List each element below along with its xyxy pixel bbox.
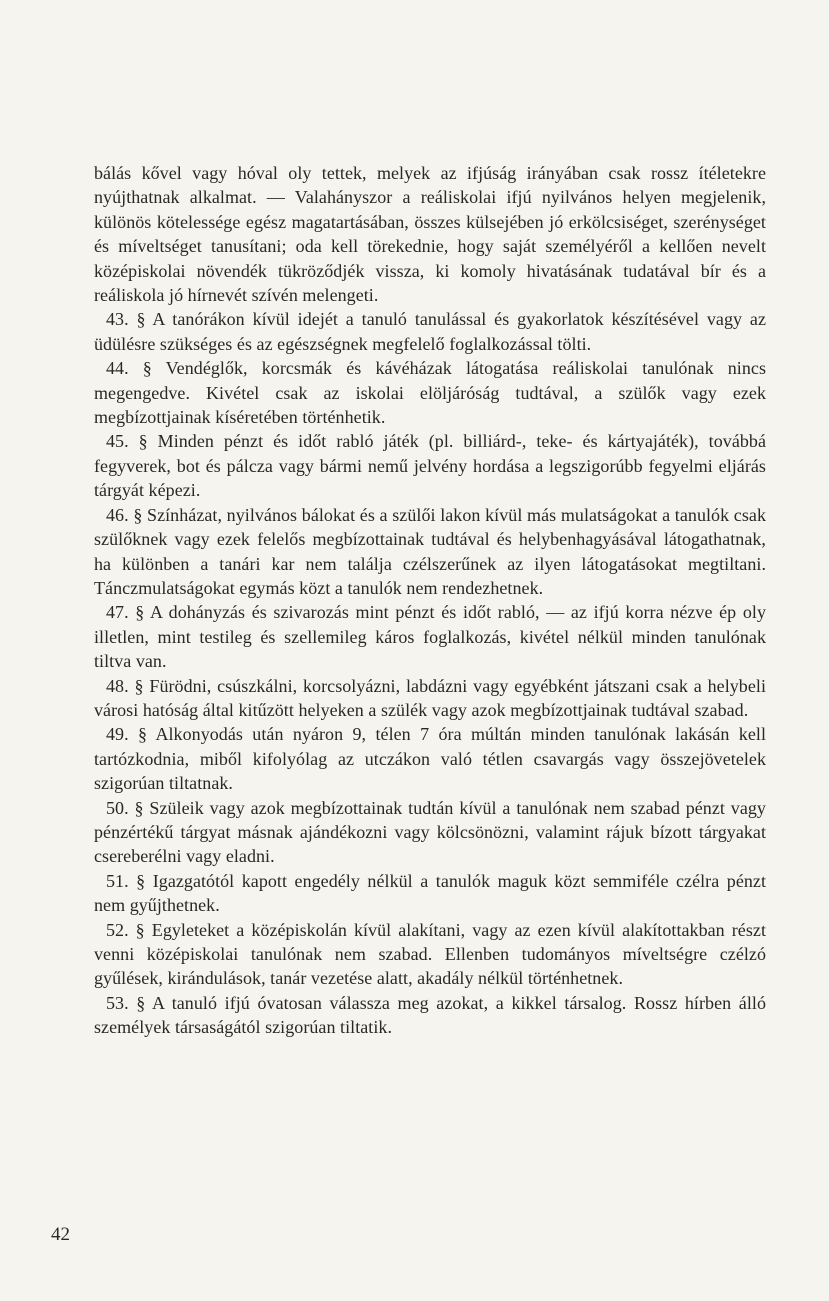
paragraph-section-47: 47. § A dohányzás és szivarozás mint pénzt és időt rabló, — az ifjú korra nézve ép oly illetlen, mint testileg és szellemileg káros foglalkozás, kivétel nélkül minden tanulónak tiltva van. <box>94 602 766 672</box>
paragraph-section-43: 43. § A tanórákon kívül idejét a tanuló tanulással és gyakorlatok készítésével vagy az üdülésre szükséges és az egészségnek megfelelő foglalkozással tölti. <box>94 309 766 354</box>
paragraph-section-46: 46. § Színházat, nyilvános bálokat és a szülői lakon kívül más mulatságokat a tanulók csak szülőknek vagy ezek felelős megbízottainak tudtával és helybenhagyásával látogathatnak, ha különben a tanári kar nem találja czélszerűnek az ilyen látogatásokat megtiltani. Tánczmulatságokat egymás közt a tanulók nem rendezhetnek. <box>94 504 766 598</box>
page-body <box>94 161 766 1040</box>
page-number: 42 <box>51 1224 70 1245</box>
paragraph-section-44: 44. § Vendéglők, korcsmák és kávéházak látogatása reáliskolai tanulónak nincs megengedve. Kivétel csak az iskolai elöljáróság tudtával, a szülők vagy ezek megbízottjainak kíséretében történhetik. <box>94 358 766 428</box>
paragraph-section-52: 52. § Egyleteket a középiskolán kívül alakítani, vagy az ezen kívül alakítottakban részt venni középiskolai tanulónak nem szabad. Ellenben tudományos míveltségre czélzó gyűlések, kirándulások, tanár vezetése alatt, akadály nélkül történhetnek. <box>94 919 766 989</box>
paragraph-section-49: 49. § Alkonyodás után nyáron 9, télen 7 óra múltán minden tanulónak lakásán kell tartózkodnia, miből kifolyólag az utczákon való tétlen csavargás vagy összejövetelek szigorúan tiltatnak. <box>94 724 766 794</box>
paragraph-section-48: 48. § Fürödni, csúszkálni, korcsolyázni, labdázni vagy egyébként játszani csak a helybeli városi hatóság által kitűzött helyeken a szülék vagy azok megbízottjainak tudtával szabad. <box>94 675 766 720</box>
paragraph-continuation: bálás kővel vagy hóval oly tettek, melyek az ifjúság irányában csak rossz ítéletekre nyújthatnak alkalmat. — Valahányszor a reáliskolai ifjú nyilvános helyen megjelenik, különös kötelessége egész magatartásában, összes külsejében jó erkölcsiséget, szerénységet és míveltséget tanusítani; oda kell törekednie, hogy saját személyéről a kellően nevelt középiskolai növendék tükröződjék vissza, ki komoly hivatásának tudatával bír és a reáliskola jó hírnevét szívén melengeti. <box>94 163 766 306</box>
paragraph-section-51: 51. § Igazgatótól kapott engedély nélkül a tanulók maguk közt semmiféle czélra pénzt nem gyűjthetnek. <box>94 870 766 916</box>
paragraph-section-50: 50. § Szüleik vagy azok megbízottainak tudtán kívül a tanulónak nem szabad pénzt vagy pénzértékű tárgyat másnak ajándékozni vagy kölcsönözni, valamint rájuk bízott tárgyakat csereberélni vagy eladni. <box>94 797 766 867</box>
paragraph-section-45: 45. § Minden pénzt és időt rabló játék (pl. billiárd-, teke- és kártyajáték), továbbá fegyverek, bot és pálcza vagy bármi nemű jelvény hordása a legszigorúbb fegyelmi eljárás tárgyát képezi. <box>94 431 766 501</box>
paragraph-section-53: 53. § A tanuló ifjú óvatosan válassza meg azokat, a kikkel társalog. Rossz hírben álló személyek társaságától szigorúan tiltatik. <box>94 992 766 1038</box>
